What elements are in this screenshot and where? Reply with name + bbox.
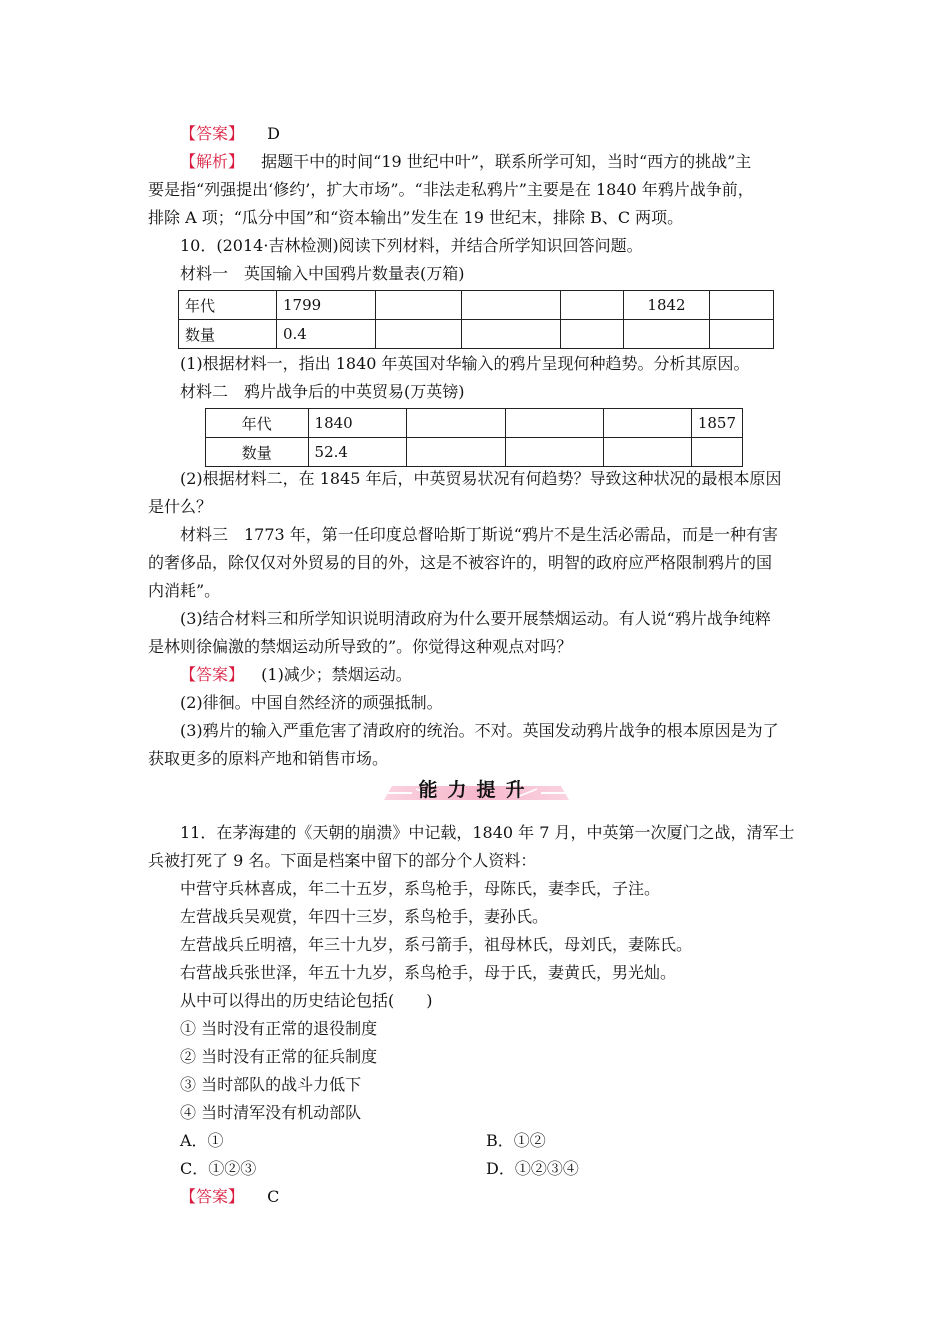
table-cell xyxy=(561,291,624,320)
question-10-sub-3-line-2: 是林则徐偏激的禁烟运动所导致的”。你觉得这种观点对吗？ xyxy=(148,637,573,656)
option-c: C．①②③ xyxy=(180,1159,257,1178)
answer-10-line-4: 获取更多的原料产地和销售市场。 xyxy=(148,749,389,768)
analysis-9-line-2: 要是指“列强提出‘修约’，扩大市场”。“非法走私鸦片”主要是在 1840 年鸦片战争前， xyxy=(148,180,754,199)
answer-label: 答案 xyxy=(196,124,229,143)
table-cell xyxy=(407,409,505,438)
table-cell xyxy=(505,438,603,467)
option-b: B．①② xyxy=(486,1131,546,1150)
section-title: 能力提升 xyxy=(418,779,535,801)
answer-bracket: 【答案】 xyxy=(180,1187,245,1206)
table-opium-imports xyxy=(178,290,774,349)
table-cell: 52.4 xyxy=(308,438,407,467)
table-cell xyxy=(604,438,692,467)
material-3-line-1: 材料三 1773 年，第一任印度总督哈斯丁斯说“鸦片不是生活必需品，而是一种有害 xyxy=(180,525,778,544)
question-11-prompt: 从中可以得出的历史结论包括( ) xyxy=(180,991,433,1010)
table-cell xyxy=(376,320,462,349)
table-cell: 年代 xyxy=(179,291,277,320)
material-2-title: 材料二 鸦片战争后的中英贸易(万英镑) xyxy=(180,382,465,401)
answer-10 xyxy=(180,661,412,689)
table-cell: 1840 xyxy=(308,409,407,438)
statement-item: ④ 当时清军没有机动部队 xyxy=(180,1103,362,1122)
table-cell xyxy=(624,320,710,349)
table-cell: 1799 xyxy=(277,291,376,320)
answer-9 xyxy=(180,120,280,148)
analysis-bracket: 【解析】 xyxy=(180,152,245,171)
option-d: D．①②③④ xyxy=(486,1159,579,1178)
question-10-sub-2-line-1: (2)根据材料二，在 1845 年后，中英贸易状况有何趋势？导致这种状况的最根本原因 xyxy=(180,469,782,488)
analysis-label: 解析 xyxy=(196,152,229,171)
record-item: 左营战兵丘明禧，年三十九岁，系弓箭手，祖母林氏，母刘氏，妻陈氏。 xyxy=(180,935,693,954)
answer-value: C xyxy=(267,1187,280,1206)
analysis-9-line-1 xyxy=(180,148,751,176)
answer-label: 答案 xyxy=(196,665,229,684)
material-1-title: 材料一 英国输入中国鸦片数量表(万箱) xyxy=(180,264,465,283)
table-cell xyxy=(505,409,603,438)
table-row xyxy=(179,320,774,349)
table-cell xyxy=(710,291,774,320)
statement-item: ① 当时没有正常的退役制度 xyxy=(180,1019,378,1038)
analysis-9-line-3: 排除 A 项；“瓜分中国”和“资本输出”发生在 19 世纪末，排除 B、C 两项。 xyxy=(148,208,684,227)
table-cell xyxy=(376,291,462,320)
statement-item: ③ 当时部队的战斗力低下 xyxy=(180,1075,362,1094)
record-item: 左营战兵吴观赏，年四十三岁，系鸟枪手，妻孙氏。 xyxy=(180,907,549,926)
table-row xyxy=(179,291,774,320)
table-cell xyxy=(604,409,692,438)
question-10-sub-2-line-2: 是什么？ xyxy=(148,497,213,516)
option-a: A．① xyxy=(180,1131,224,1150)
record-item: 中营守兵林喜成，年二十五岁，系鸟枪手，母陈氏，妻李氏，子注。 xyxy=(180,879,661,898)
table-cell xyxy=(462,320,561,349)
answer-text: (1)减少；禁烟运动。 xyxy=(261,665,412,684)
answer-10-line-3: (3)鸦片的输入严重危害了清政府的统治。不对。英国发动鸦片战争的根本原因是为了 xyxy=(180,721,779,740)
table-cell: 1842 xyxy=(624,291,710,320)
table-cell xyxy=(710,320,774,349)
table-cell xyxy=(561,320,624,349)
answer-10-line-2: (2)徘徊。中国自然经济的顽强抵制。 xyxy=(180,693,443,712)
answer-value: D xyxy=(267,124,280,143)
table-cell: 数量 xyxy=(179,320,277,349)
table-cell: 0.4 xyxy=(277,320,376,349)
record-item: 右营战兵张世泽，年五十九岁，系鸟枪手，母于氏，妻黄氏，男光灿。 xyxy=(180,963,677,982)
material-3-line-2: 的奢侈品，除仅仅对外贸易的目的外，这是不被容许的，明智的政府应严格限制鸦片的国 xyxy=(148,553,773,572)
table-cell: 年代 xyxy=(206,409,309,438)
answer-11 xyxy=(180,1183,279,1211)
table-row xyxy=(206,409,743,438)
table-cell xyxy=(407,438,505,467)
question-10-sub-1: (1)根据材料一，指出 1840 年英国对华输入的鸦片呈现何种趋势。分析其原因。 xyxy=(180,354,750,373)
answer-bracket: 【答案】 xyxy=(180,665,245,684)
table-cell xyxy=(691,438,742,467)
table-cell xyxy=(462,291,561,320)
question-10-sub-3-line-1: (3)结合材料三和所学知识说明清政府为什么要开展禁烟运动。有人说“鸦片战争纯粹 xyxy=(180,609,771,628)
analysis-text: 据题干中的时间“19 世纪中叶”，联系所学可知，当时“西方的挑战”主 xyxy=(261,152,752,171)
answer-label: 答案 xyxy=(196,1187,229,1206)
table-sino-british-trade xyxy=(205,408,743,467)
table-row xyxy=(206,438,743,467)
answer-bracket: 【答案】 xyxy=(180,124,245,143)
statement-item: ② 当时没有正常的征兵制度 xyxy=(180,1047,378,1066)
question-10-stem: 10．(2014·吉林检测)阅读下列材料，并结合所学知识回答问题。 xyxy=(180,236,643,255)
table-cell: 1857 xyxy=(691,409,742,438)
question-11-stem-line-1: 11．在茅海建的《天朝的崩溃》中记载，1840 年 7 月，中英第一次厦门之战，清军士 xyxy=(180,823,795,842)
table-cell: 数量 xyxy=(206,438,309,467)
material-3-line-3: 内消耗”。 xyxy=(148,581,221,600)
question-11-stem-line-2: 兵被打死了 9 名。下面是档案中留下的部分个人资料： xyxy=(148,851,537,870)
